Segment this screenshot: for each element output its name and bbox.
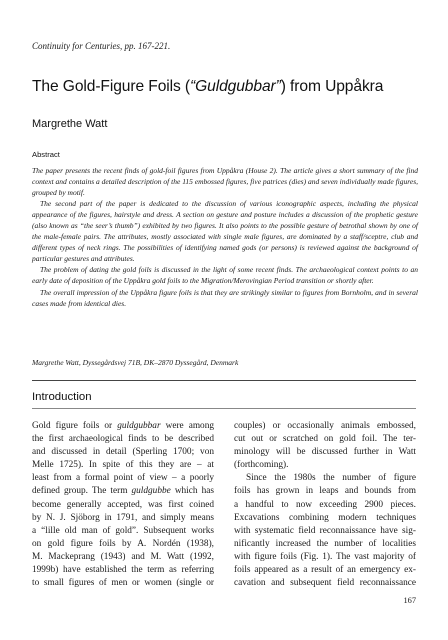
left-column-line: 1999b) have established the term as referring [32,565,214,576]
left-column-line: least from a formal point of view – a poorly [32,473,214,484]
right-column-line: minology will be discussed further in Watt [234,447,416,458]
italic-term: guldgubbar [117,421,161,431]
running-head: Continuity for Centuries, pp. 167-221. [32,41,171,51]
italic-term: guldgubbe [131,486,171,497]
left-column-line: Melle 1725). In spite of this they are – at [32,460,214,471]
left-column-line: M. Mackeprang (1943) and M. Watt (1992, [32,551,214,562]
author-name: Margrethe Watt [32,118,108,130]
author-address: Margrethe Watt, Dyssegårdsvej 71B, DK–2870 Dyssegård, Denmark [32,358,239,367]
section-heading: Introduction [32,391,92,403]
right-column-line: cut out or scratched on gold foil. The ter- [234,434,416,445]
abstract-text [32,165,418,309]
right-column-line: (forthcoming). [234,460,289,471]
right-column-line: Since the 1980s the number of figure [246,473,416,484]
left-column-line: a “lille old man of gold”. Subsequent works [32,525,214,536]
left-column-line: to small figures of men or women (single or [32,578,214,589]
right-column-line: a handful to now exceeding 2900 pieces. [234,499,416,510]
page-number: 167 [403,596,416,605]
body-column-left [32,420,214,590]
abstract-paragraph: The second part of the paper is dedicated to the discussion of various iconographic aspects, including the physical appearance of the figures, hairstyle and dress. A section on gesture and posture includes a discussion of the prophetic gesture (also known as “the seer’s thumb”) exhibited by two figures. It also points to the possible gesture of betrothal shown by one of the male-female pairs. The attributes, mostly associated with single male figures, are dominated by a staff/sceptre, club and different types of neck rings. The possibilities of identifying named gods (or persons) is reviewed against the background of particular gestures and attributes. [32,199,418,264]
left-column-line: become generally accepted, was first coined [32,499,214,510]
left-column-line: Gold figure foils or guldgubbar were among [32,421,214,431]
right-column-line: Excavations combining modern techniques [234,512,416,523]
right-column-line: foils has grown in leaps and bounds from [234,486,416,497]
left-column-line: and discussed in detail (Sperling 1700; von [32,447,214,458]
right-column-line: with systematic field reconnaissance have sig- [234,525,416,536]
left-column-line: the first archaeological finds to be described [32,434,214,445]
right-column-line: foils appeared as a result of an emergency ex- [234,565,416,576]
body-column-right [234,420,416,590]
abstract-paragraph: The problem of dating the gold foils is discussed in the light of some recent finds. The archaeological context points to an early date of deposition of the Uppåkra gold foils to the Migration/Merovingian Period transition or shortly after. [32,265,418,286]
heading-underline [32,408,416,409]
paper-title: The Gold-Figure Foils (“Guldgubbar”) from Uppåkra [32,78,384,95]
left-column-line: by N. J. Sjöborg in 1791, and simply means [32,512,214,523]
abstract-label: Abstract [32,150,60,159]
left-column-line: defined group. The term guldgubbe which has [32,486,215,497]
right-column-line: with figure foils (Fig. 1). The vast majority of [234,551,416,562]
right-column-line: nificantly increased the number of localities [234,538,416,549]
right-column-line: cavation and subsequent field reconnaissance [234,578,416,589]
left-column-line: on gold figure foils by A. Nordén (1938), [32,538,214,549]
title-italic: “Guldgubbar” [190,78,281,95]
abstract-paragraph: The paper presents the recent finds of gold-foil figures from Uppåkra (House 2). The article gives a short summary of the find context and contains a detailed description of the 115 embossed figures, five patrices (dies) and seven individually made figures, grouped by motif. [32,166,418,198]
abstract-paragraph: The overall impression of the Uppåkra figure foils is that they are strikingly similar to figures from Bornholm, and in several cases made from identical dies. [32,287,418,308]
right-column-line: couples) or occasionally animals embossed, [234,421,416,431]
section-divider [32,380,416,381]
